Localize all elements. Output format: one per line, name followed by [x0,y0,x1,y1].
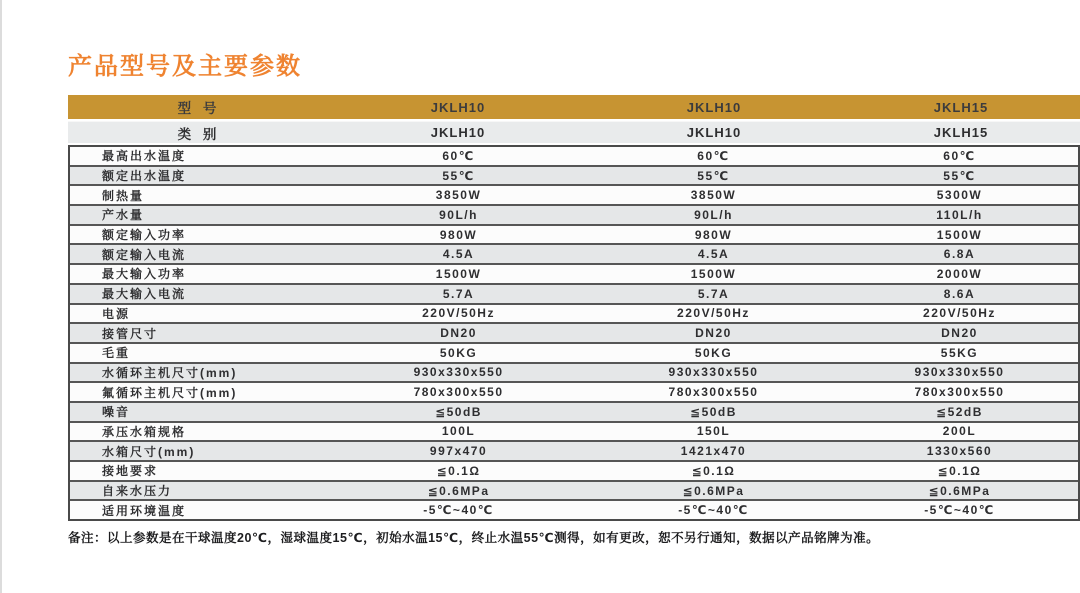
spec-row [70,403,1078,423]
scan-edge-artifact [0,0,2,593]
spec-row-label: 额定出水温度 [102,169,187,184]
spec-row-label: 最大输入电流 [102,287,187,302]
spec-row-value-3: 8.6A [943,286,976,301]
spec-row [70,186,1078,206]
spec-row [70,344,1078,364]
spec-row-value-1: 50KG [439,345,478,360]
spec-row [70,423,1078,443]
spec-row [70,501,1078,519]
spec-row-value-3: 220V/50Hz [923,306,996,321]
spec-row-value-3: 200L [942,424,977,439]
category-header-row [68,121,1080,143]
spec-row-value-3: ≦52dB [936,404,983,419]
spec-row-value-2: 1500W [690,266,737,281]
spec-row-label: 自来水压力 [102,484,173,499]
spec-row-label: 水箱尺寸(mm) [102,444,196,459]
spec-row [70,167,1078,187]
spec-row-value-3: 110L/h [936,207,983,222]
spec-row-value-1: 55℃ [442,168,475,183]
spec-row-value-3: ≦0.6MPa [928,483,991,498]
model-header-col-1: JKLH10 [430,99,486,115]
spec-row-label: 适用环境温度 [102,503,187,518]
spec-row-value-2: 50KG [694,345,733,360]
spec-row-value-3: 780x300x550 [914,385,1005,400]
footnote: 备注：以上参数是在干球温度20℃，湿球温度15℃，初始水温15℃，终止水温55℃测得，如有更改，恕不另行通知，数据以产品铭牌为准。 [68,531,880,545]
model-header-label: 型 号 [177,101,221,116]
spec-table [68,95,1080,521]
spec-row-value-2: 150L [696,424,731,439]
category-header-label: 类 别 [177,126,221,142]
spec-row-value-3: 55℃ [943,168,976,183]
spec-row-value-1: 5.7A [442,286,475,301]
spec-row [70,383,1078,403]
spec-row-label: 电源 [102,306,131,321]
spec-row [70,285,1078,305]
spec-row-value-1: 100L [441,424,476,439]
spec-row-label: 最高出水温度 [102,149,187,164]
spec-row [70,462,1078,482]
spec-row-label: 氟循环主机尺寸(mm) [102,385,238,400]
spec-row-label: 接管尺寸 [102,326,159,341]
spec-row-value-3: 2000W [936,266,983,281]
spec-row [70,482,1078,502]
spec-row-value-1: 780x300x550 [413,385,504,400]
spec-row-value-2: DN20 [695,326,732,341]
spec-row-value-2: ≦0.1Ω [691,463,736,478]
spec-row-value-1: ≦0.1Ω [436,463,481,478]
spec-row-label: 产水量 [102,208,145,223]
spec-row-value-2: ≦50dB [690,404,737,419]
spec-row-value-2: 980W [694,227,733,242]
spec-row [70,364,1078,384]
spec-row-value-3: 55KG [940,345,979,360]
spec-row [70,226,1078,246]
spec-row-value-1: 3850W [435,188,482,203]
spec-row-value-1: 4.5A [442,247,475,262]
spec-row-value-2: 1421x470 [680,444,747,459]
spec-row-value-3: -5℃~40℃ [924,503,995,518]
spec-row [70,305,1078,325]
spec-row-label: 接地要求 [102,464,159,479]
spec-row-label: 最大输入功率 [102,267,187,282]
spec-row-value-3: ≦0.1Ω [937,463,982,478]
spec-row-value-3: 60℃ [943,148,976,163]
spec-row-value-2: -5℃~40℃ [678,503,749,518]
spec-row-value-3: 930x330x550 [914,365,1005,380]
spec-row-value-2: 3850W [690,188,737,203]
spec-row [70,147,1078,167]
spec-row-label: 制热量 [102,188,145,203]
spec-row-value-1: 220V/50Hz [422,306,495,321]
spec-row-value-3: 1330x560 [926,444,993,459]
spec-row-value-2: ≦0.6MPa [682,483,745,498]
spec-row-value-3: DN20 [941,326,978,341]
spec-row-value-1: DN20 [440,326,477,341]
spec-row [70,206,1078,226]
spec-row-value-1: 90L/h [439,207,478,222]
category-header-col-2: JKLH10 [686,125,742,140]
spec-row-value-3: 5300W [936,188,983,203]
spec-row-value-1: 930x330x550 [413,365,504,380]
spec-row-value-3: 1500W [936,227,983,242]
category-header-col-1: JKLH10 [430,125,486,140]
spec-row-value-2: 60℃ [697,148,730,163]
page-title: 产品型号及主要参数 [68,53,302,80]
spec-row-value-1: 997x470 [429,444,488,459]
spec-row-value-3: 6.8A [943,247,976,262]
model-header-col-2: JKLH10 [686,99,742,115]
spec-row-label: 承压水箱规格 [102,424,187,439]
spec-row-label: 毛重 [102,346,131,361]
spec-row [70,324,1078,344]
spec-row [70,442,1078,462]
spec-row-value-1: 1500W [435,266,482,281]
spec-row-value-2: 780x300x550 [668,385,759,400]
spec-row [70,245,1078,265]
spec-row-label: 额定输入功率 [102,228,187,243]
model-header-col-3: JKLH15 [933,99,989,115]
spec-row-value-2: 220V/50Hz [677,306,750,321]
spec-row [70,265,1078,285]
spec-row-label: 额定输入电流 [102,247,187,262]
spec-row-value-1: 60℃ [442,148,475,163]
spec-row-value-2: 5.7A [697,286,730,301]
category-header-col-3: JKLH15 [933,125,989,140]
spec-row-value-2: 930x330x550 [668,365,759,380]
spec-row-value-1: ≦0.6MPa [427,483,490,498]
spec-row-value-2: 55℃ [697,168,730,183]
spec-row-value-2: 4.5A [697,247,730,262]
spec-row-label: 水循环主机尺寸(mm) [102,365,238,380]
spec-table-body [68,145,1080,521]
model-header-row [68,95,1080,119]
spec-row-label: 噪音 [102,405,131,420]
spec-row-value-1: 980W [439,227,478,242]
spec-row-value-1: -5℃~40℃ [423,503,494,518]
spec-row-value-1: ≦50dB [435,404,482,419]
spec-row-value-2: 90L/h [694,207,733,222]
